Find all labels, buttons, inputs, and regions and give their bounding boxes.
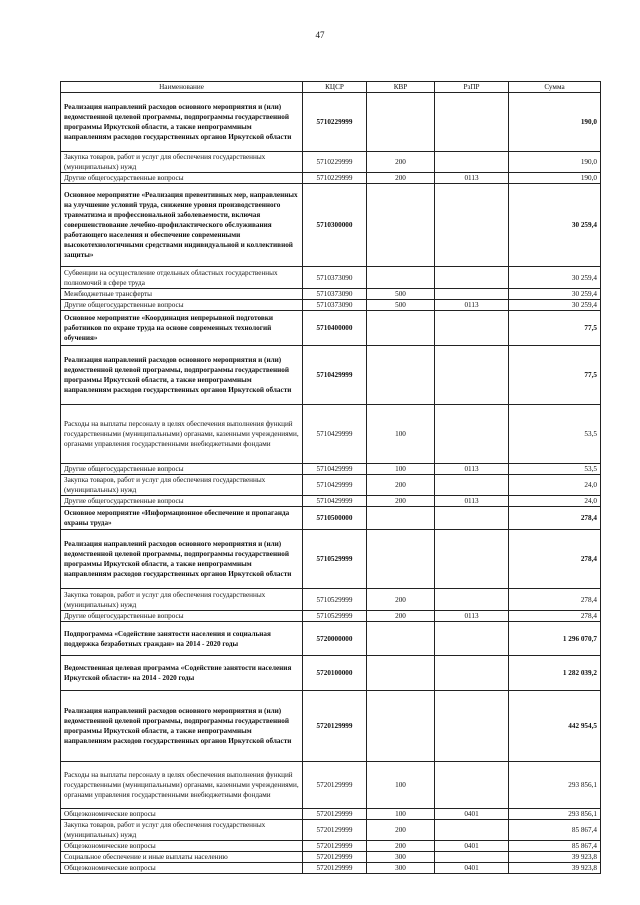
cell-kcsr: 5710229999 [303, 93, 367, 152]
cell-kcsr: 5710529999 [303, 611, 367, 622]
cell-name: Общеэкономические вопросы [61, 841, 303, 852]
cell-rppr [435, 507, 509, 530]
cell-sum: 190,0 [509, 93, 601, 152]
cell-kvr [367, 184, 435, 267]
cell-kcsr: 5710373090 [303, 267, 367, 289]
cell-rppr [435, 152, 509, 173]
cell-kvr [367, 622, 435, 656]
cell-sum: 77,5 [509, 346, 601, 405]
table-row [61, 863, 601, 874]
table-row [61, 289, 601, 300]
cell-kvr: 200 [367, 820, 435, 841]
cell-sum: 278,4 [509, 589, 601, 611]
cell-kvr: 200 [367, 841, 435, 852]
cell-rppr: 0401 [435, 863, 509, 874]
table-row [61, 507, 601, 530]
cell-kvr: 100 [367, 809, 435, 820]
table-row [61, 475, 601, 496]
cell-sum: 278,4 [509, 611, 601, 622]
budget-table [60, 81, 601, 874]
cell-kvr: 300 [367, 852, 435, 863]
cell-kvr: 200 [367, 589, 435, 611]
cell-name: Ведомственная целевая программа «Содействие занятости населения Иркутской области» на 2014 - 2020 годы [61, 656, 303, 691]
cell-sum: 24,0 [509, 496, 601, 507]
cell-rppr [435, 691, 509, 762]
cell-name: Подпрограмма «Содействие занятости населения и социальная поддержка безработных граждан» на 2014 - 2020 годы [61, 622, 303, 656]
cell-kvr [367, 656, 435, 691]
table-row [61, 267, 601, 289]
table-row [61, 311, 601, 346]
cell-kcsr: 5720129999 [303, 852, 367, 863]
cell-kvr: 200 [367, 611, 435, 622]
cell-rppr: 0113 [435, 496, 509, 507]
cell-rppr: 0113 [435, 300, 509, 311]
cell-kvr [367, 691, 435, 762]
header-sum: Сумма [509, 82, 601, 93]
cell-rppr [435, 346, 509, 405]
cell-sum: 30 259,4 [509, 300, 601, 311]
cell-kcsr: 5710529999 [303, 589, 367, 611]
table-row [61, 656, 601, 691]
table-row [61, 346, 601, 405]
cell-sum: 53,5 [509, 405, 601, 464]
cell-name: Субвенции на осуществление отдельных областных государственных полномочий в сфере труда [61, 267, 303, 289]
cell-kvr [367, 346, 435, 405]
cell-rppr [435, 530, 509, 589]
cell-sum: 30 259,4 [509, 267, 601, 289]
cell-sum: 53,5 [509, 464, 601, 475]
cell-name: Общеэкономические вопросы [61, 863, 303, 874]
cell-name: Социальное обеспечение и иные выплаты населению [61, 852, 303, 863]
cell-kvr: 200 [367, 152, 435, 173]
cell-name: Другие общегосударственные вопросы [61, 300, 303, 311]
table-row [61, 852, 601, 863]
table-row [61, 622, 601, 656]
cell-rppr [435, 93, 509, 152]
table-row [61, 300, 601, 311]
cell-sum: 190,0 [509, 173, 601, 184]
cell-rppr: 0401 [435, 809, 509, 820]
cell-kcsr: 5710373090 [303, 300, 367, 311]
cell-rppr [435, 311, 509, 346]
cell-name: Расходы на выплаты персоналу в целях обеспечения выполнения функций государственными (муниципальными) органами, казенными учреждениями, органами управления государственными внебюджетными фондами [61, 405, 303, 464]
cell-rppr [435, 184, 509, 267]
cell-name: Другие общегосударственные вопросы [61, 173, 303, 184]
cell-sum: 77,5 [509, 311, 601, 346]
cell-rppr: 0401 [435, 841, 509, 852]
table-row [61, 820, 601, 841]
cell-sum: 30 259,4 [509, 184, 601, 267]
page-number: 47 [315, 30, 325, 40]
cell-kcsr: 5720129999 [303, 809, 367, 820]
cell-sum: 293 856,1 [509, 762, 601, 809]
cell-name: Другие общегосударственные вопросы [61, 464, 303, 475]
cell-kvr: 200 [367, 496, 435, 507]
cell-rppr [435, 289, 509, 300]
cell-kvr: 300 [367, 863, 435, 874]
cell-name: Реализация направлений расходов основного мероприятия и (или) ведомственной целевой программы, подпрограммы государственной программы Иркутской области, а также непрограммным направлениям расходов государственных органов Иркутской области [61, 346, 303, 405]
cell-name: Расходы на выплаты персоналу в целях обеспечения выполнения функций государственными (муниципальными) органами, казенными учреждениями, органами управления государственными внебюджетными фондами [61, 762, 303, 809]
header-kvr: КВР [367, 82, 435, 93]
cell-kvr: 100 [367, 405, 435, 464]
cell-name: Закупка товаров, работ и услуг для обеспечения государственных (муниципальных) нужд [61, 589, 303, 611]
cell-sum: 278,4 [509, 530, 601, 589]
cell-sum: 278,4 [509, 507, 601, 530]
cell-rppr [435, 405, 509, 464]
cell-rppr [435, 820, 509, 841]
cell-rppr [435, 267, 509, 289]
cell-name: Закупка товаров, работ и услуг для обеспечения государственных (муниципальных) нужд [61, 152, 303, 173]
header-rppr: РзПР [435, 82, 509, 93]
cell-rppr [435, 656, 509, 691]
table-row [61, 809, 601, 820]
table-row [61, 762, 601, 809]
cell-kvr [367, 507, 435, 530]
cell-kcsr: 5720129999 [303, 863, 367, 874]
table-row [61, 152, 601, 173]
cell-rppr [435, 622, 509, 656]
cell-kcsr: 5710429999 [303, 346, 367, 405]
cell-rppr [435, 589, 509, 611]
cell-sum: 1 296 070,7 [509, 622, 601, 656]
cell-rppr: 0113 [435, 611, 509, 622]
table-row [61, 530, 601, 589]
cell-rppr [435, 762, 509, 809]
cell-sum: 190,0 [509, 152, 601, 173]
cell-kvr [367, 530, 435, 589]
table-row [61, 93, 601, 152]
cell-kvr: 200 [367, 173, 435, 184]
cell-kcsr: 5720100000 [303, 656, 367, 691]
cell-rppr [435, 475, 509, 496]
table-row [61, 184, 601, 267]
table-row [61, 173, 601, 184]
cell-sum: 30 259,4 [509, 289, 601, 300]
cell-kvr [367, 93, 435, 152]
table-row [61, 405, 601, 464]
table-row [61, 589, 601, 611]
table-row [61, 464, 601, 475]
cell-sum: 293 856,1 [509, 809, 601, 820]
cell-name: Другие общегосударственные вопросы [61, 611, 303, 622]
cell-kcsr: 5720000000 [303, 622, 367, 656]
cell-sum: 39 923,8 [509, 863, 601, 874]
cell-rppr: 0113 [435, 173, 509, 184]
cell-name: Другие общегосударственные вопросы [61, 496, 303, 507]
cell-name: Закупка товаров, работ и услуг для обеспечения государственных (муниципальных) нужд [61, 475, 303, 496]
cell-kvr: 100 [367, 762, 435, 809]
cell-kvr: 500 [367, 289, 435, 300]
cell-name: Реализация направлений расходов основного мероприятия и (или) ведомственной целевой программы, подпрограммы государственной программы Иркутской области, а также непрограммным направлениям расходов государственных органов Иркутской области [61, 691, 303, 762]
cell-kcsr: 5720129999 [303, 691, 367, 762]
cell-sum: 85 867,4 [509, 820, 601, 841]
cell-kvr [367, 311, 435, 346]
cell-rppr: 0113 [435, 464, 509, 475]
cell-kcsr: 5720129999 [303, 820, 367, 841]
cell-sum: 442 954,5 [509, 691, 601, 762]
cell-kvr: 500 [367, 300, 435, 311]
table-row [61, 841, 601, 852]
cell-sum: 39 923,8 [509, 852, 601, 863]
cell-kcsr: 5710300000 [303, 184, 367, 267]
cell-name: Основное мероприятие «Реализация превентивных мер, направленных на улучшение условий труда, снижение уровня производственного травматизма и профессиональной заболеваемости, включая совершенствование лечебно-профилактического обслуживания работающего населения и обеспечение современными высокотехнологичными средствами индивидуальной и коллективной защиты» [61, 184, 303, 267]
cell-name: Общеэкономические вопросы [61, 809, 303, 820]
cell-name: Основное мероприятие «Информационное обеспечение и пропаганда охраны труда» [61, 507, 303, 530]
cell-name: Межбюджетные трансферты [61, 289, 303, 300]
cell-kvr: 200 [367, 475, 435, 496]
table-row [61, 691, 601, 762]
cell-name: Реализация направлений расходов основного мероприятия и (или) ведомственной целевой программы, подпрограммы государственной программы Иркутской области, а также непрограммным направлениям расходов государственных органов Иркутской области [61, 93, 303, 152]
cell-kcsr: 5710500000 [303, 507, 367, 530]
cell-kcsr: 5710529999 [303, 530, 367, 589]
cell-kvr [367, 267, 435, 289]
cell-rppr [435, 852, 509, 863]
table-header-row [61, 82, 601, 93]
cell-kcsr: 5710429999 [303, 475, 367, 496]
cell-kcsr: 5720129999 [303, 762, 367, 809]
cell-kvr: 100 [367, 464, 435, 475]
cell-kcsr: 5710429999 [303, 496, 367, 507]
cell-name: Реализация направлений расходов основного мероприятия и (или) ведомственной целевой программы, подпрограммы государственной программы Иркутской области, а также непрограммным направлениям расходов государственных органов Иркутской области [61, 530, 303, 589]
cell-kcsr: 5710229999 [303, 152, 367, 173]
cell-kcsr: 5710429999 [303, 405, 367, 464]
header-kcsr: КЦСР [303, 82, 367, 93]
cell-sum: 24,0 [509, 475, 601, 496]
header-name: Наименование [61, 82, 303, 93]
cell-sum: 85 867,4 [509, 841, 601, 852]
cell-sum: 1 282 039,2 [509, 656, 601, 691]
table-row [61, 496, 601, 507]
cell-name: Закупка товаров, работ и услуг для обеспечения государственных (муниципальных) нужд [61, 820, 303, 841]
cell-kcsr: 5710429999 [303, 464, 367, 475]
table-row [61, 611, 601, 622]
cell-kcsr: 5710373090 [303, 289, 367, 300]
cell-kcsr: 5710400000 [303, 311, 367, 346]
cell-kcsr: 5720129999 [303, 841, 367, 852]
cell-kcsr: 5710229999 [303, 173, 367, 184]
cell-name: Основное мероприятие «Координация непрерывной подготовки работников по охране труда на основе современных технологий обучения» [61, 311, 303, 346]
